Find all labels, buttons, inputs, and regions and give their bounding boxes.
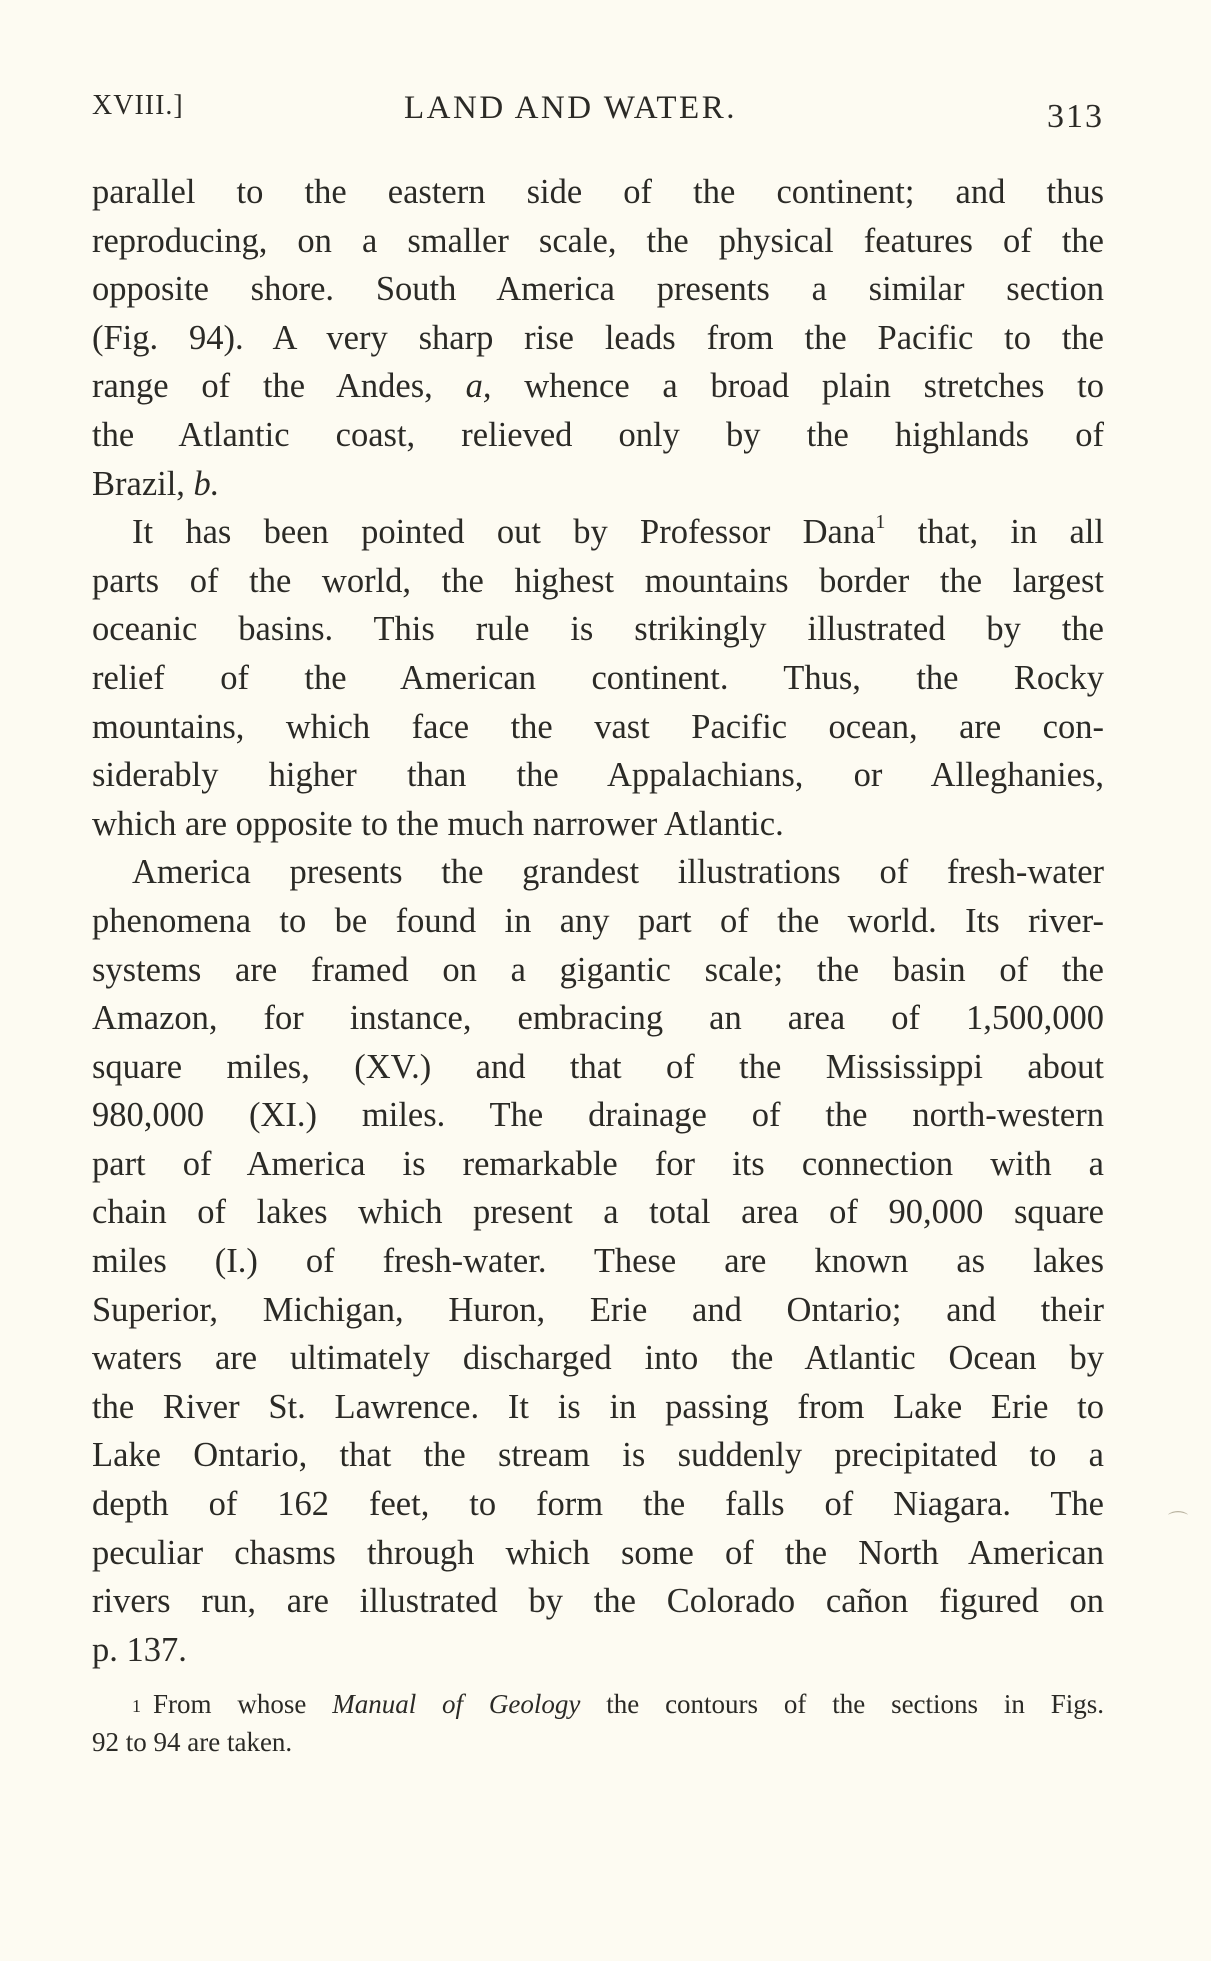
text-line: siderably higher than the Appalachians, or Alleghanies,: [92, 756, 1104, 795]
text-line: [92, 460, 1104, 509]
text-line: part of America is remarkable for its connection with a: [92, 1144, 1104, 1183]
margin-speck-icon: ⌒: [1168, 1511, 1188, 1533]
text-line: relief of the American continent. Thus, the Rocky: [92, 658, 1104, 697]
text-line: peculiar chasms through which some of the North American: [92, 1533, 1104, 1572]
text-line: (Fig. 94). A very sharp rise leads from the Pacific to the: [92, 318, 1104, 357]
footnote: [92, 1685, 1104, 1761]
text-line: parts of the world, the highest mountains border the largest: [92, 561, 1104, 600]
text-line: [92, 362, 1104, 411]
text-line: reproducing, on a smaller scale, the physical features of the: [92, 221, 1104, 260]
text-line: the River St. Lawrence. It is in passing from Lake Erie to: [92, 1387, 1104, 1426]
page-number: 313: [1047, 98, 1104, 135]
text-line: opposite shore. South America presents a similar section: [92, 270, 1104, 309]
text-line: [92, 508, 1104, 557]
text-line: depth of 162 feet, to form the falls of Niagara. The: [92, 1485, 1104, 1524]
text-line: miles (I.) of fresh-water. These are known as lakes: [92, 1242, 1104, 1281]
footnote-text: From whose: [153, 1689, 307, 1719]
text-line: the Atlantic coast, relieved only by the highlands of: [92, 415, 1104, 454]
text-line: systems are framed on a gigantic scale; the basin of the: [92, 950, 1104, 989]
text-line: which are opposite to the much narrower Atlantic.: [92, 804, 784, 843]
text-segment: whence a broad plain stretches to: [524, 367, 1105, 406]
text-line: p. 137.: [92, 1630, 187, 1669]
running-head: [92, 90, 1104, 135]
text-line: Superior, Michigan, Huron, Erie and Ontario; and their: [92, 1290, 1104, 1329]
book-title: Manual of Geology: [332, 1689, 581, 1719]
footnote-text: the contours of the sections in Figs.: [606, 1689, 1105, 1719]
footnote-ref: 1: [875, 511, 886, 534]
text-segment: that, in all: [917, 513, 1104, 552]
label-a: a,: [465, 367, 492, 406]
running-title: LAND AND WATER.: [404, 90, 737, 126]
text-line: parallel to the eastern side of the continent; and thus: [92, 173, 1104, 211]
text-line: waters are ultimately discharged into the Atlantic Ocean by: [92, 1339, 1104, 1378]
text-line: oceanic basins. This rule is strikingly illustrated by the: [92, 610, 1104, 649]
footnote-marker: 1: [132, 1696, 141, 1716]
text-segment: range of the Andes,: [92, 367, 433, 406]
body-text: [92, 168, 1104, 1674]
text-line: 980,000 (XI.) miles. The drainage of the north-western: [92, 1096, 1104, 1135]
footnote-line: [92, 1685, 1104, 1723]
text-line: Lake Ontario, that the stream is suddenly precipitated to a: [92, 1436, 1104, 1475]
chapter-number: XVIII.]: [92, 90, 184, 121]
text-line: phenomena to be found in any part of the world. Its river-: [92, 901, 1104, 940]
text-line: Amazon, for instance, embracing an area of 1,500,000: [92, 999, 1104, 1038]
text-line: square miles, (XV.) and that of the Mississippi about: [92, 1047, 1104, 1086]
text-segment: Brazil,: [92, 464, 185, 503]
text-line: chain of lakes which present a total area of 90,000 square: [92, 1193, 1104, 1232]
text-line: America presents the grandest illustrations of fresh-water: [132, 853, 1104, 892]
label-b: b.: [193, 464, 220, 503]
text-line: rivers run, are illustrated by the Colorado cañon figured on: [92, 1582, 1104, 1621]
footnote-line: 92 to 94 are taken.: [92, 1727, 293, 1757]
text-segment: It has been pointed out by Professor Dana: [132, 513, 876, 552]
text-line: mountains, which face the vast Pacific ocean, are con-: [92, 707, 1104, 746]
